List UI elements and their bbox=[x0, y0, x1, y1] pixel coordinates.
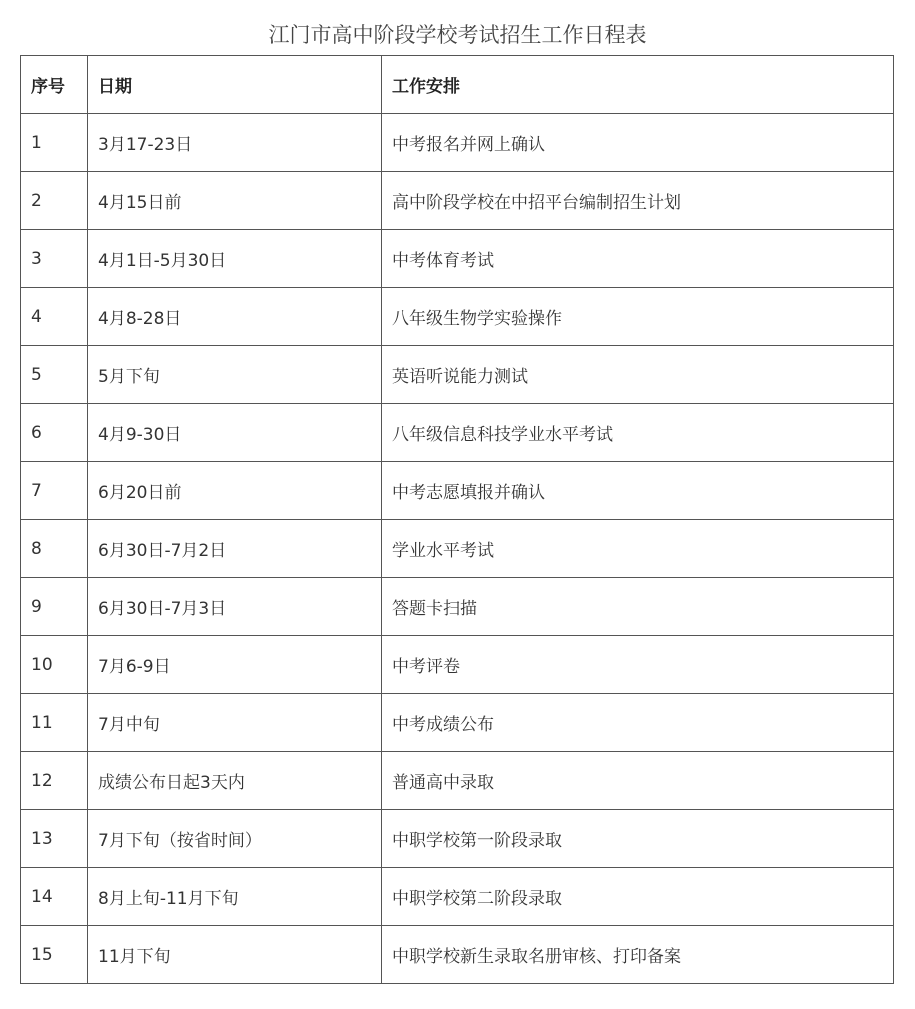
row-date: 7月下旬（按省时间） bbox=[88, 810, 382, 868]
row-number: 11 bbox=[21, 694, 88, 752]
row-task: 中职学校第一阶段录取 bbox=[382, 810, 894, 868]
column-header-task: 工作安排 bbox=[382, 56, 894, 114]
row-task: 中考成绩公布 bbox=[382, 694, 894, 752]
row-date: 4月9-30日 bbox=[88, 404, 382, 462]
column-header-number: 序号 bbox=[21, 56, 88, 114]
row-number: 13 bbox=[21, 810, 88, 868]
table-row bbox=[21, 578, 894, 636]
row-date: 成绩公布日起3天内 bbox=[88, 752, 382, 810]
table-row bbox=[21, 752, 894, 810]
schedule-table bbox=[20, 55, 894, 984]
table-row bbox=[21, 868, 894, 926]
table-row bbox=[21, 694, 894, 752]
row-task: 英语听说能力测试 bbox=[382, 346, 894, 404]
table-row bbox=[21, 810, 894, 868]
row-task: 学业水平考试 bbox=[382, 520, 894, 578]
row-date: 6月30日-7月2日 bbox=[88, 520, 382, 578]
table-row bbox=[21, 636, 894, 694]
row-task: 答题卡扫描 bbox=[382, 578, 894, 636]
row-task: 中考报名并网上确认 bbox=[382, 114, 894, 172]
table-row bbox=[21, 462, 894, 520]
row-number: 5 bbox=[21, 346, 88, 404]
row-date: 6月30日-7月3日 bbox=[88, 578, 382, 636]
row-number: 9 bbox=[21, 578, 88, 636]
row-task: 普通高中录取 bbox=[382, 752, 894, 810]
row-number: 8 bbox=[21, 520, 88, 578]
row-date: 4月8-28日 bbox=[88, 288, 382, 346]
row-number: 4 bbox=[21, 288, 88, 346]
table-row bbox=[21, 230, 894, 288]
row-date: 4月1日-5月30日 bbox=[88, 230, 382, 288]
row-number: 2 bbox=[21, 172, 88, 230]
row-number: 10 bbox=[21, 636, 88, 694]
row-task: 中职学校新生录取名册审核、打印备案 bbox=[382, 926, 894, 984]
row-number: 1 bbox=[21, 114, 88, 172]
row-task: 八年级信息科技学业水平考试 bbox=[382, 404, 894, 462]
page-title: 江门市高中阶段学校考试招生工作日程表 bbox=[268, 23, 647, 47]
table-row bbox=[21, 346, 894, 404]
row-date: 3月17-23日 bbox=[88, 114, 382, 172]
table-row bbox=[21, 114, 894, 172]
table-row bbox=[21, 520, 894, 578]
table-row bbox=[21, 172, 894, 230]
table-row bbox=[21, 404, 894, 462]
row-date: 7月中旬 bbox=[88, 694, 382, 752]
row-task: 中职学校第二阶段录取 bbox=[382, 868, 894, 926]
row-task: 八年级生物学实验操作 bbox=[382, 288, 894, 346]
row-number: 6 bbox=[21, 404, 88, 462]
row-date: 8月上旬-11月下旬 bbox=[88, 868, 382, 926]
table-row bbox=[21, 926, 894, 984]
row-date: 11月下旬 bbox=[88, 926, 382, 984]
table-row bbox=[21, 288, 894, 346]
table-header-row bbox=[21, 56, 894, 114]
row-number: 14 bbox=[21, 868, 88, 926]
row-task: 中考评卷 bbox=[382, 636, 894, 694]
column-header-date: 日期 bbox=[88, 56, 382, 114]
row-date: 4月15日前 bbox=[88, 172, 382, 230]
row-date: 5月下旬 bbox=[88, 346, 382, 404]
row-number: 15 bbox=[21, 926, 88, 984]
row-task: 中考体育考试 bbox=[382, 230, 894, 288]
row-number: 7 bbox=[21, 462, 88, 520]
row-task: 中考志愿填报并确认 bbox=[382, 462, 894, 520]
row-number: 12 bbox=[21, 752, 88, 810]
row-date: 7月6-9日 bbox=[88, 636, 382, 694]
row-date: 6月20日前 bbox=[88, 462, 382, 520]
row-task: 高中阶段学校在中招平台编制招生计划 bbox=[382, 172, 894, 230]
row-number: 3 bbox=[21, 230, 88, 288]
